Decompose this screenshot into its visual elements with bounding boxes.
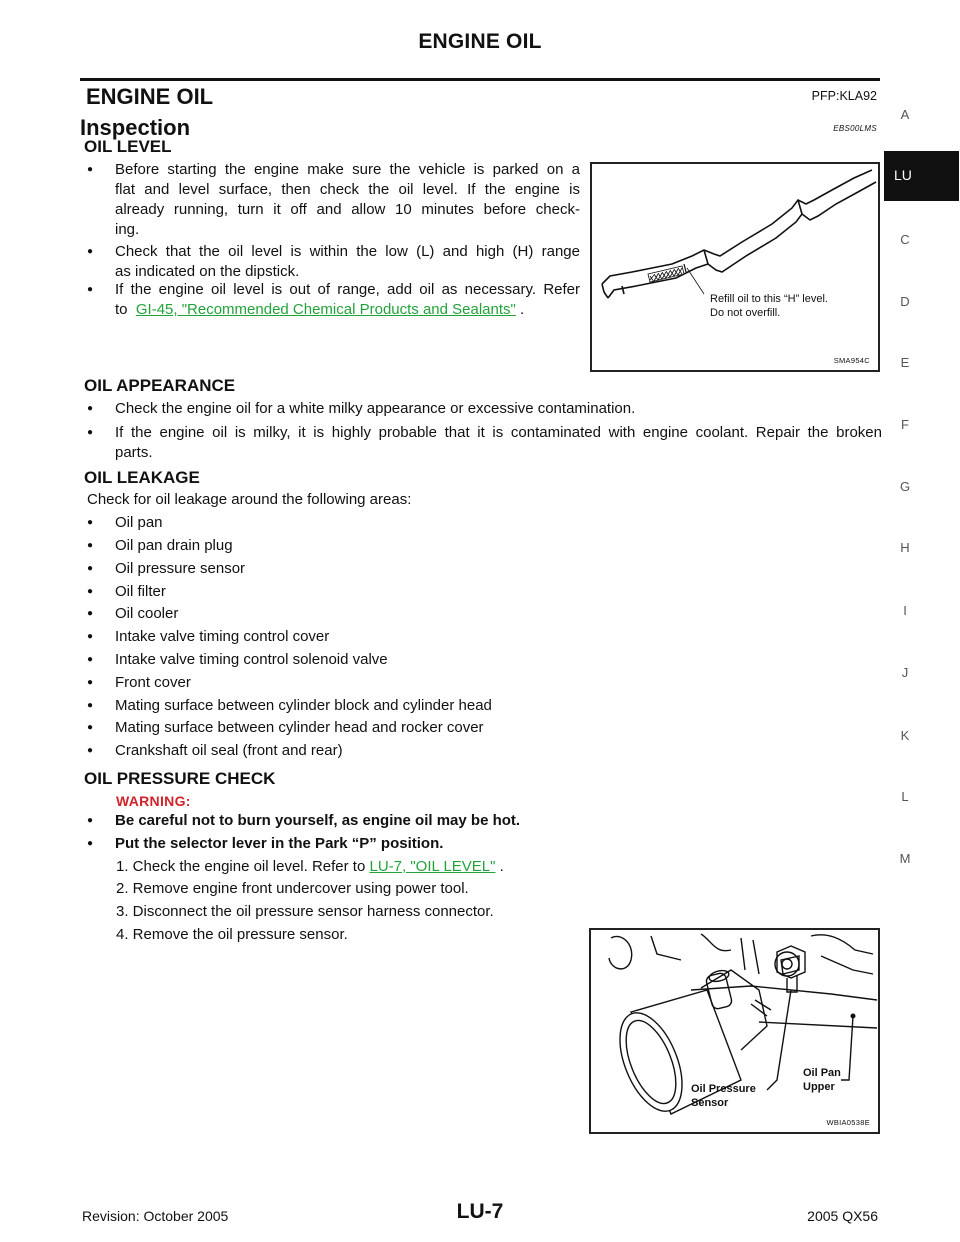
bullet-icon: ● — [87, 586, 94, 597]
bullet-icon: ● — [87, 517, 94, 528]
figure2-label-pan-2: Upper — [803, 1081, 835, 1093]
bullet-icon: ● — [87, 677, 94, 688]
warning-label: WARNING: — [116, 793, 191, 809]
lu-7-oil-level-link[interactable]: LU-7, "OIL LEVEL" — [369, 858, 496, 875]
side-index-m[interactable]: M — [899, 851, 911, 866]
pfp-code: PFP:KLA92 — [811, 89, 877, 103]
figure2-code: WBIA0538E — [826, 1118, 870, 1127]
leak-item: ● Oil pressure sensor — [87, 560, 246, 577]
bullet-icon: ● — [87, 654, 94, 665]
step-4: 4. Remove the oil pressure sensor. — [116, 926, 348, 943]
side-index-d[interactable]: D — [900, 294, 910, 309]
step-3: 3. Disconnect the oil pressure sensor harness connector. — [116, 903, 494, 920]
figure1-label-line2: Do not overfill. — [710, 307, 781, 319]
oil-level-heading: OIL LEVEL — [84, 137, 172, 156]
footer-page-number: LU-7 — [456, 1200, 504, 1223]
side-index-active-tab[interactable]: LU — [884, 151, 959, 201]
bullet-icon: ● — [87, 563, 94, 574]
leak-item: ● Intake valve timing control cover — [87, 628, 330, 645]
page-header-title: ENGINE OIL — [418, 30, 542, 53]
bullet-icon: ● — [87, 427, 94, 438]
side-index-i[interactable]: I — [903, 603, 907, 618]
bullet-icon: ● — [87, 246, 94, 257]
oil-leakage-intro: Check for oil leakage around the following areas: — [87, 491, 412, 508]
side-index-e[interactable]: E — [900, 355, 910, 370]
leak-item: ● Oil pan — [87, 514, 163, 531]
oil-appearance-bullet-2: ● If the engine oil is milky, it is highly probable that it is contaminated with engine coolant. Repair the broken parts. — [87, 424, 882, 461]
bullet-icon: ● — [87, 284, 94, 295]
header-rule — [80, 78, 880, 81]
footer-revision: Revision: October 2005 — [82, 1208, 229, 1224]
side-index-l[interactable]: L — [901, 789, 909, 804]
bullet-icon: ● — [87, 722, 94, 733]
bullet-icon: ● — [87, 631, 94, 642]
warning-item-2: ● Put the selector lever in the Park “P” position. — [87, 835, 444, 852]
oil-pressure-heading: OIL PRESSURE CHECK — [84, 769, 276, 788]
oil-appearance-bullet-1: ● Check the engine oil for a white milky appearance or excessive contamination. — [87, 400, 636, 417]
section-title: ENGINE OIL — [86, 84, 214, 109]
side-index-k[interactable]: K — [900, 728, 910, 743]
bullet-icon: ● — [87, 403, 94, 414]
bullet-icon: ● — [87, 540, 94, 551]
bullet-icon: ● — [87, 608, 94, 619]
figure1-label-line1: Refill oil to this “H” level. — [710, 293, 828, 305]
leak-item: ● Crankshaft oil seal (front and rear) — [87, 742, 343, 759]
leak-item: ● Intake valve timing control solenoid valve — [87, 651, 388, 668]
figure2-label-sensor-2: Sensor — [691, 1097, 729, 1109]
bullet-icon: ● — [87, 745, 94, 756]
bullet-icon: ● — [87, 838, 94, 849]
bullet-icon: ● — [87, 700, 94, 711]
side-index-a[interactable]: A — [900, 107, 910, 122]
leak-item: ● Mating surface between cylinder block and cylinder head — [87, 697, 492, 714]
leak-item: ● Oil cooler — [87, 605, 179, 622]
figure2-label-pan-1: Oil Pan — [803, 1067, 841, 1079]
step-2: 2. Remove engine front undercover using power tool. — [116, 880, 469, 897]
side-index-c[interactable]: C — [900, 232, 910, 247]
warning-item-1: ● Be careful not to burn yourself, as engine oil may be hot. — [87, 812, 521, 829]
subsection-title: Inspection — [80, 115, 191, 140]
oil-level-bullet-2: ● Check that the oil level is within the low (L) and high (H) range as indicated on the dipstick. — [87, 243, 580, 280]
side-index-j[interactable]: J — [901, 665, 909, 680]
side-index-g[interactable]: G — [899, 479, 911, 494]
leak-item: ● Oil pan drain plug — [87, 537, 233, 554]
ebs-code: EBS00LMS — [833, 124, 877, 133]
leak-item: ● Mating surface between cylinder head and rocker cover — [87, 719, 484, 736]
oil-pressure-sensor-figure — [589, 928, 880, 1134]
side-index-f[interactable]: F — [901, 417, 909, 432]
leak-item: ● Front cover — [87, 674, 191, 691]
oil-level-bullet-1: ● Before starting the engine make sure the vehicle is parked on a flat and level surface, then check the oil level. If the engine is already running, turn it off and allow 10 minutes before check- ing. — [87, 161, 580, 238]
leak-item: ● Oil filter — [87, 583, 166, 600]
oil-level-bullet-3: ● If the engine oil level is out of range, add oil as necessary. Refer to GI-45, "Recommended Chemical Products and Sealants" . — [87, 281, 580, 318]
side-index-h[interactable]: H — [900, 540, 910, 555]
dipstick-illustration — [592, 164, 878, 370]
footer-model: 2005 QX56 — [807, 1208, 878, 1224]
step-1: 1. Check the engine oil level. Refer to LU-7, "OIL LEVEL" . — [116, 858, 504, 875]
oil-leakage-heading: OIL LEAKAGE — [84, 468, 200, 487]
bullet-icon: ● — [87, 164, 94, 175]
figure1-code: SMA954C — [833, 356, 870, 365]
oil-appearance-heading: OIL APPEARANCE — [84, 376, 236, 395]
figure2-label-sensor-1: Oil Pressure — [691, 1083, 756, 1095]
bullet-icon: ● — [87, 815, 94, 826]
gi-45-link[interactable]: GI-45, "Recommended Chemical Products and Sealants" — [135, 301, 516, 318]
dipstick-figure — [590, 162, 880, 372]
